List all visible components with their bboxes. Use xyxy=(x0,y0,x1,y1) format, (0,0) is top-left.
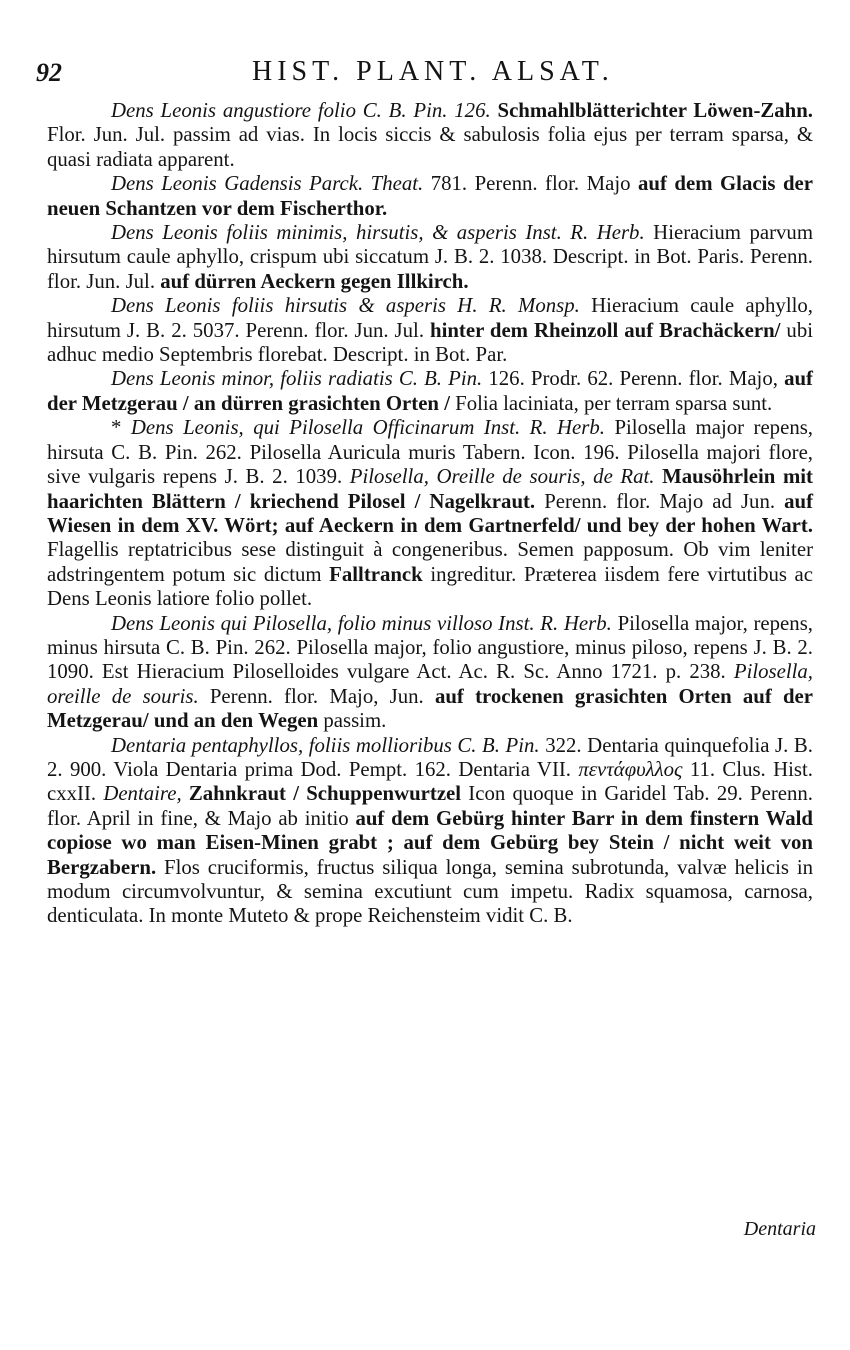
german-name-text: Schmahlblätterichter Löwen-Zahn. xyxy=(497,99,813,122)
german-name-text: Falltranck xyxy=(329,562,423,586)
german-name-text: auf Wiesen in dem XV. Wört; auf Aeckern in dem Gartnerfeld/ und bey der hohen Wart. xyxy=(47,489,813,537)
body-text xyxy=(47,99,813,929)
latin-text: passim. xyxy=(318,709,387,733)
latin-text: Perenn. flor. Majo, Jun. xyxy=(198,684,435,708)
german-name-text: Zahnkraut / Schuppenwurtzel xyxy=(181,782,462,806)
latin-text: ingreditur. Præterea iisdem fere virtutibus ac Dens Leonis latiore folio pollet. xyxy=(47,562,813,611)
latin-text: Hieracium parvum hirsutum caule aphyllo, crispum ubi siccatum J. B. 2. 1038. Descript. in Bot. Paris. Perenn. flor. Jun. Jul. xyxy=(47,221,813,293)
latin-reference: Pilosella, Oreille de souris, de Rat. xyxy=(349,465,655,489)
german-name-text: auf der Metzgerau / an dürren grasichten Orten / xyxy=(47,367,813,415)
latin-text: 126. Prodr. 62. Perenn. flor. Majo, xyxy=(482,367,785,391)
latin-text: Flor. Jun. Jul. passim ad vias. In locis siccis & sabulosis folia ejus per terram sparsa, & quasi radiata apparent. xyxy=(47,123,813,171)
entry-paragraph xyxy=(47,612,813,734)
german-name-text: auf dem Glacis der neuen Schantzen vor dem Fischerthor. xyxy=(47,172,813,220)
german-name-text: auf trockenen grasichten Orten auf der Metzgerau/ und an den Wegen xyxy=(47,684,813,733)
german-name-text: hinter dem Rheinzoll auf Brachäckern/ xyxy=(430,318,781,342)
latin-reference: Dentaire, xyxy=(103,782,182,806)
latin-reference: Dens Leonis foliis hirsutis & asperis H. R. Monsp. xyxy=(111,294,580,318)
latin-reference: Dens Leonis, qui Pilosella Officinarum Inst. R. Herb. xyxy=(130,416,605,440)
latin-reference: Pilosella, oreille de souris. xyxy=(47,660,813,708)
latin-text: Pilosella major repens, hirsuta C. B. Pin. 262. Pilosella Auricula muris Tabern. Icon. 196. Pilosella majori flore, sive vulgaris repens J. B. 2. 1039. xyxy=(47,416,814,489)
latin-reference: Dens Leonis minor, foliis radiatis C. B. Pin. xyxy=(111,367,483,391)
latin-reference: Dentaria pentaphyllos, foliis mollioribus C. B. Pin. xyxy=(111,733,540,757)
latin-text: Hieracium caule aphyllo, hirsutum J. B. 2. 5037. Perenn. flor. Jun. Jul. xyxy=(47,294,813,342)
latin-text: 11. Clus. Hist. cxxII. xyxy=(47,757,813,806)
latin-reference: Dens Leonis angustiore folio C. B. Pin. 126. xyxy=(111,99,498,122)
running-title: HIST. PLANT. ALSAT. xyxy=(252,56,614,87)
entry-paragraph xyxy=(47,294,813,367)
latin-text: Folia laciniata, per terram sparsa sunt. xyxy=(449,391,773,415)
latin-text: Pilosella major, repens, minus hirsuta C. B. Pin. 262. Pilosella major, folio angustiore, minus piloso, repens J. B. 2. 1090. Est Hieracium Piloselloides vulgare Act. Ac. R. Sc. Anno 1721. p. 238. xyxy=(47,611,813,684)
latin-text: * xyxy=(111,416,131,440)
page-header xyxy=(0,52,850,92)
latin-text: 781. Perenn. flor. Majo xyxy=(423,172,639,196)
latin-text: Flagellis reptatricibus sese distinguit à congeneribus. Semen papposum. Ob vim leniter adstringentem potum sic dictum xyxy=(47,538,813,586)
entry-paragraph xyxy=(47,99,813,172)
latin-reference: Dens Leonis Gadensis Parck. Theat. xyxy=(111,172,424,196)
latin-reference: πεντάφυλλος xyxy=(578,757,683,781)
entry-paragraph xyxy=(47,221,813,294)
entry-paragraph xyxy=(47,734,813,929)
german-name-text: auf dem Gebürg hinter Barr in dem finstern Wald copiose wo man Eisen-Minen grabt ; auf dem Gebürg bey Stein / nicht weit von Bergzabern. xyxy=(47,806,813,879)
latin-text: Flos cruciformis, fructus siliqua longa, semina subrotunda, valvæ helicis in modum circumvolvuntur, & semina excutiunt cum impetu. Radix squamosa, carnosa, denticulata. In monte Muteto & prope Reichensteim vidit C. B. xyxy=(47,855,813,928)
latin-text: Perenn. flor. Majo ad Jun. xyxy=(535,489,785,513)
page-number: 92 xyxy=(36,58,62,87)
latin-text: ubi adhuc medio Septembris florebat. Descript. in Bot. Par. xyxy=(47,318,813,367)
german-name-text: auf dürren Aeckern gegen Illkirch. xyxy=(160,269,469,293)
latin-text: Icon quoque in Garidel Tab. 29. Perenn. flor. April in fine, & Majo ab initio xyxy=(47,782,813,830)
latin-reference: Dens Leonis foliis minimis, hirsutis, & asperis Inst. R. Herb. xyxy=(111,221,645,245)
entry-paragraph xyxy=(47,416,813,611)
latin-text: 322. Dentaria quinquefolia J. B. 2. 900. Viola Dentaria prima Dod. Pempt. 162. Dentaria VII. xyxy=(47,733,813,781)
entry-paragraph xyxy=(47,367,813,416)
german-name-text: Mausöhrlein mit haarichten Blättern / kriechend Pilosel / Nagelkraut. xyxy=(47,465,813,513)
entry-paragraph xyxy=(47,172,813,221)
catchword: Dentaria xyxy=(743,1218,816,1240)
latin-reference: Dens Leonis qui Pilosella, folio minus villoso Inst. R. Herb. xyxy=(111,611,612,635)
